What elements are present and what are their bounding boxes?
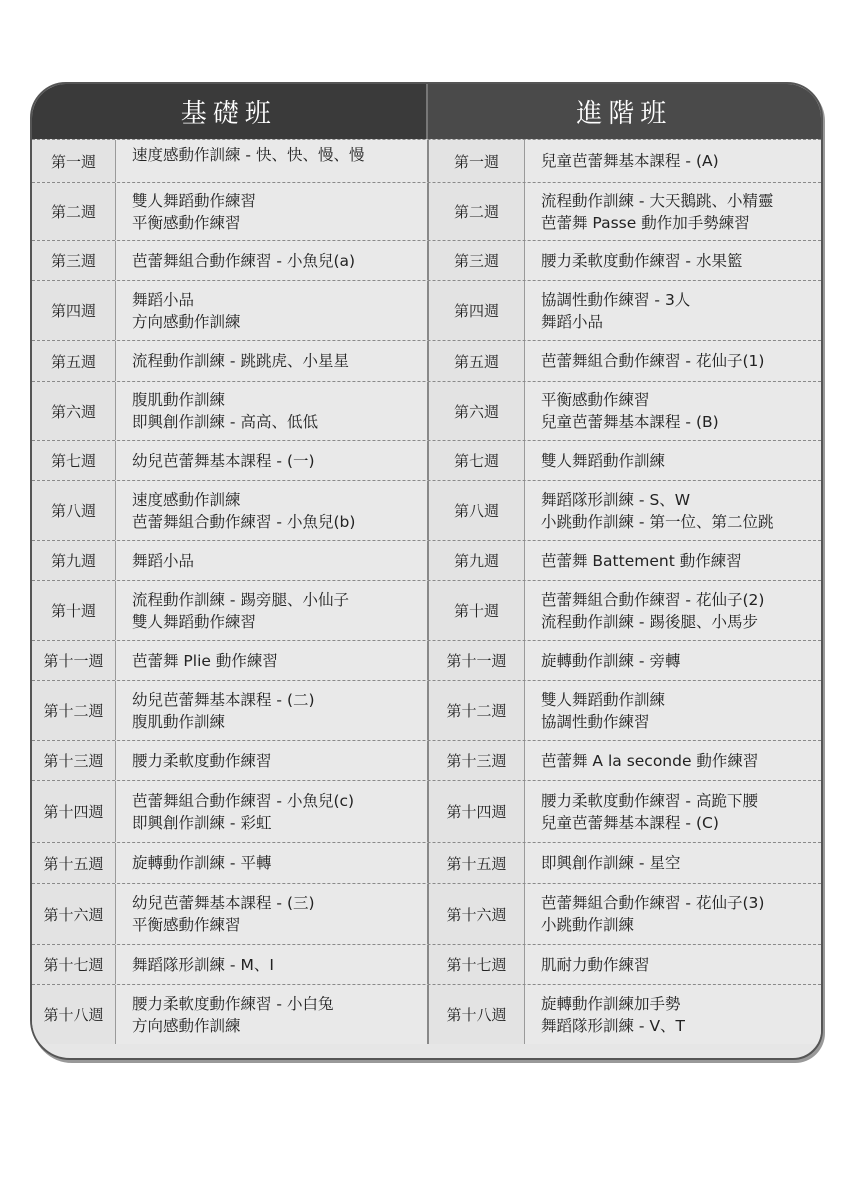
- week-label: 第十八週: [32, 985, 116, 1044]
- lesson-line: 雙人舞蹈動作訓練: [541, 690, 666, 709]
- week-label: 第九週: [32, 541, 116, 580]
- basic-lesson-content: [116, 843, 427, 883]
- week-label: 第十週: [32, 581, 116, 640]
- basic-class-cell: [32, 481, 427, 540]
- advanced-lesson-content: [525, 140, 821, 182]
- week-label: 第十三週: [32, 741, 116, 780]
- week-label: 第二週: [32, 183, 116, 240]
- week-label: 第十七週: [429, 945, 525, 984]
- basic-lesson-content: [116, 281, 427, 340]
- lesson-line: 雙人舞蹈動作訓練: [541, 451, 666, 470]
- week-label: 第八週: [429, 481, 525, 540]
- lesson-line: 腰力柔軟度動作練習 - 高跪下腰: [541, 791, 758, 810]
- lesson-line: 旋轉動作訓練 - 旁轉: [541, 651, 681, 670]
- lesson-line: 舞蹈隊形訓練 - M、I: [132, 955, 274, 974]
- advanced-class-cell: [427, 641, 821, 680]
- basic-class-cell: [32, 945, 427, 984]
- advanced-class-cell: [427, 741, 821, 780]
- lesson-line: 旋轉動作訓練加手勢: [541, 994, 681, 1013]
- lesson-line: 芭蕾舞組合動作練習 - 花仙子(1): [541, 352, 765, 370]
- advanced-class-cell: [427, 985, 821, 1044]
- lesson-line: 旋轉動作訓練 - 平轉: [132, 854, 272, 872]
- week-label: 第十四週: [32, 781, 116, 842]
- advanced-lesson-content: [525, 183, 821, 240]
- lesson-line: 舞蹈小品: [132, 551, 195, 570]
- lesson-line: 兒童芭蕾舞基本課程 - (B): [541, 413, 719, 431]
- basic-class-cell: [32, 140, 427, 182]
- advanced-class-cell: [427, 945, 821, 984]
- basic-class-cell: [32, 985, 427, 1044]
- week-label: 第十三週: [429, 741, 525, 780]
- lesson-line: 芭蕾舞組合動作練習 - 花仙子(3): [541, 894, 765, 912]
- week-label: 第六週: [32, 382, 116, 440]
- advanced-class-cell: [427, 843, 821, 883]
- basic-lesson-content: [116, 581, 427, 640]
- week-label: 第十五週: [429, 843, 525, 883]
- lesson-line: 腹肌動作訓練: [132, 712, 226, 731]
- course-schedule-table: [30, 82, 823, 1060]
- week-label: 第四週: [429, 281, 525, 340]
- advanced-lesson-content: [525, 241, 821, 280]
- advanced-lesson-content: [525, 884, 821, 944]
- lesson-line: 速度感動作訓練 - 快、快、慢、慢: [132, 146, 365, 164]
- basic-lesson-content: [116, 140, 427, 182]
- week-label: 第十六週: [32, 884, 116, 944]
- advanced-lesson-content: [525, 341, 821, 381]
- basic-class-cell: [32, 341, 427, 381]
- lesson-line: 芭蕾舞 Plie 動作練習: [132, 651, 278, 670]
- advanced-class-cell: [427, 441, 821, 480]
- table-row: [32, 240, 821, 280]
- basic-class-cell: [32, 843, 427, 883]
- lesson-line: 即興創作訓練 - 高高、低低: [132, 413, 318, 431]
- basic-class-cell: [32, 241, 427, 280]
- lesson-line: 即興創作訓練 - 彩虹: [132, 813, 272, 832]
- basic-class-header: 基礎班: [32, 84, 426, 139]
- lesson-line: 腰力柔軟度動作練習 - 水果籃: [541, 251, 743, 270]
- lesson-line: 速度感動作訓練: [132, 490, 241, 509]
- advanced-lesson-content: [525, 985, 821, 1044]
- week-label: 第十二週: [32, 681, 116, 740]
- week-label: 第十八週: [429, 985, 525, 1044]
- lesson-line: 芭蕾舞 Passe 動作加手勢練習: [541, 213, 750, 232]
- basic-lesson-content: [116, 781, 427, 842]
- week-label: 第一週: [429, 140, 525, 182]
- advanced-class-cell: [427, 541, 821, 580]
- basic-class-cell: [32, 641, 427, 680]
- basic-class-cell: [32, 281, 427, 340]
- basic-lesson-content: [116, 741, 427, 780]
- week-label: 第十六週: [429, 884, 525, 944]
- advanced-lesson-content: [525, 641, 821, 680]
- table-row: [32, 842, 821, 883]
- advanced-lesson-content: [525, 541, 821, 580]
- lesson-line: 幼兒芭蕾舞基本課程 - (二): [132, 690, 315, 709]
- table-row: [32, 480, 821, 540]
- week-label: 第六週: [429, 382, 525, 440]
- advanced-class-header: 進階班: [426, 84, 822, 139]
- advanced-class-cell: [427, 581, 821, 640]
- lesson-line: 雙人舞蹈動作練習: [132, 612, 257, 631]
- lesson-line: 平衡感動作練習: [132, 916, 241, 934]
- table-row: [32, 381, 821, 440]
- week-label: 第五週: [32, 341, 116, 381]
- basic-lesson-content: [116, 641, 427, 680]
- table-row: [32, 280, 821, 340]
- advanced-lesson-content: [525, 382, 821, 440]
- lesson-line: 舞蹈小品: [132, 290, 195, 309]
- basic-class-cell: [32, 581, 427, 640]
- lesson-line: 平衡感動作練習: [132, 213, 241, 232]
- advanced-lesson-content: [525, 281, 821, 340]
- week-label: 第七週: [429, 441, 525, 480]
- lesson-line: 流程動作訓練 - 跳跳虎、小星星: [132, 352, 349, 370]
- advanced-class-cell: [427, 241, 821, 280]
- basic-class-cell: [32, 541, 427, 580]
- week-label: 第十一週: [32, 641, 116, 680]
- basic-class-cell: [32, 781, 427, 842]
- lesson-line: 小跳動作訓練: [541, 916, 635, 934]
- lesson-line: 肌耐力動作練習: [541, 955, 650, 974]
- lesson-line: 腹肌動作訓練: [132, 391, 226, 409]
- advanced-class-cell: [427, 183, 821, 240]
- basic-lesson-content: [116, 241, 427, 280]
- advanced-lesson-content: [525, 681, 821, 740]
- lesson-line: 幼兒芭蕾舞基本課程 - (一): [132, 451, 315, 470]
- lesson-line: 舞蹈隊形訓練 - S、W: [541, 490, 691, 509]
- advanced-class-cell: [427, 781, 821, 842]
- lesson-line: 舞蹈小品: [541, 312, 604, 331]
- advanced-lesson-content: [525, 581, 821, 640]
- table-row: [32, 780, 821, 842]
- advanced-lesson-content: [525, 481, 821, 540]
- week-label: 第四週: [32, 281, 116, 340]
- advanced-lesson-content: [525, 843, 821, 883]
- basic-lesson-content: [116, 183, 427, 240]
- basic-lesson-content: [116, 541, 427, 580]
- table-row: [32, 740, 821, 780]
- basic-class-cell: [32, 441, 427, 480]
- table-header: [32, 84, 821, 139]
- week-label: 第十週: [429, 581, 525, 640]
- basic-class-cell: [32, 681, 427, 740]
- advanced-class-cell: [427, 681, 821, 740]
- week-label: 第十七週: [32, 945, 116, 984]
- lesson-line: 方向感動作訓練: [132, 312, 241, 331]
- week-label: 第一週: [32, 140, 116, 182]
- week-label: 第十五週: [32, 843, 116, 883]
- basic-lesson-content: [116, 681, 427, 740]
- basic-lesson-content: [116, 481, 427, 540]
- lesson-line: 流程動作訓練 - 踢旁腿、小仙子: [132, 590, 349, 609]
- advanced-lesson-content: [525, 741, 821, 780]
- advanced-lesson-content: [525, 781, 821, 842]
- lesson-line: 流程動作訓練 - 踢後腿、小馬步: [541, 612, 758, 631]
- basic-lesson-content: [116, 884, 427, 944]
- advanced-lesson-content: [525, 945, 821, 984]
- advanced-class-cell: [427, 884, 821, 944]
- table-row: [32, 640, 821, 680]
- table-row: [32, 340, 821, 381]
- table-row: [32, 984, 821, 1044]
- table-row: [32, 139, 821, 182]
- advanced-class-cell: [427, 341, 821, 381]
- lesson-line: 芭蕾舞 A la seconde 動作練習: [541, 751, 759, 770]
- basic-class-cell: [32, 741, 427, 780]
- lesson-line: 平衡感動作練習: [541, 391, 650, 409]
- week-label: 第十四週: [429, 781, 525, 842]
- week-label: 第二週: [429, 183, 525, 240]
- week-label: 第五週: [429, 341, 525, 381]
- basic-class-cell: [32, 183, 427, 240]
- week-label: 第十一週: [429, 641, 525, 680]
- lesson-line: 兒童芭蕾舞基本課程 - (A): [541, 152, 719, 170]
- basic-lesson-content: [116, 985, 427, 1044]
- advanced-class-cell: [427, 140, 821, 182]
- basic-lesson-content: [116, 945, 427, 984]
- lesson-line: 芭蕾舞組合動作練習 - 小魚兒(c): [132, 791, 355, 810]
- lesson-line: 協調性動作練習: [541, 712, 650, 731]
- week-label: 第三週: [429, 241, 525, 280]
- lesson-line: 芭蕾舞 Battement 動作練習: [541, 551, 742, 570]
- week-label: 第七週: [32, 441, 116, 480]
- table-row: [32, 944, 821, 984]
- lesson-line: 流程動作訓練 - 大天鵝跳、小精靈: [541, 191, 774, 210]
- week-label: 第九週: [429, 541, 525, 580]
- lesson-line: 協調性動作練習 - 3人: [541, 290, 691, 309]
- advanced-class-cell: [427, 382, 821, 440]
- lesson-line: 小跳動作訓練 - 第一位、第二位跳: [541, 512, 774, 531]
- week-label: 第三週: [32, 241, 116, 280]
- schedule-rows: [32, 139, 821, 1044]
- lesson-line: 芭蕾舞組合動作練習 - 小魚兒(b): [132, 512, 356, 531]
- table-row: [32, 580, 821, 640]
- lesson-line: 兒童芭蕾舞基本課程 - (C): [541, 813, 719, 832]
- lesson-line: 幼兒芭蕾舞基本課程 - (三): [132, 894, 315, 912]
- basic-lesson-content: [116, 341, 427, 381]
- lesson-line: 腰力柔軟度動作練習 - 小白兔: [132, 994, 334, 1013]
- basic-class-cell: [32, 884, 427, 944]
- week-label: 第八週: [32, 481, 116, 540]
- lesson-line: 雙人舞蹈動作練習: [132, 191, 257, 210]
- basic-lesson-content: [116, 382, 427, 440]
- lesson-line: 方向感動作訓練: [132, 1016, 241, 1035]
- table-row: [32, 680, 821, 740]
- table-row: [32, 883, 821, 944]
- lesson-line: 即興創作訓練 - 星空: [541, 854, 681, 872]
- lesson-line: 舞蹈隊形訓練 - V、T: [541, 1016, 686, 1035]
- week-label: 第十二週: [429, 681, 525, 740]
- advanced-class-cell: [427, 481, 821, 540]
- advanced-class-cell: [427, 281, 821, 340]
- basic-class-cell: [32, 382, 427, 440]
- lesson-line: 腰力柔軟度動作練習: [132, 751, 272, 770]
- advanced-lesson-content: [525, 441, 821, 480]
- table-row: [32, 540, 821, 580]
- lesson-line: 芭蕾舞組合動作練習 - 小魚兒(a): [132, 251, 356, 270]
- lesson-line: 芭蕾舞組合動作練習 - 花仙子(2): [541, 590, 765, 609]
- table-row: [32, 440, 821, 480]
- basic-lesson-content: [116, 441, 427, 480]
- table-row: [32, 182, 821, 240]
